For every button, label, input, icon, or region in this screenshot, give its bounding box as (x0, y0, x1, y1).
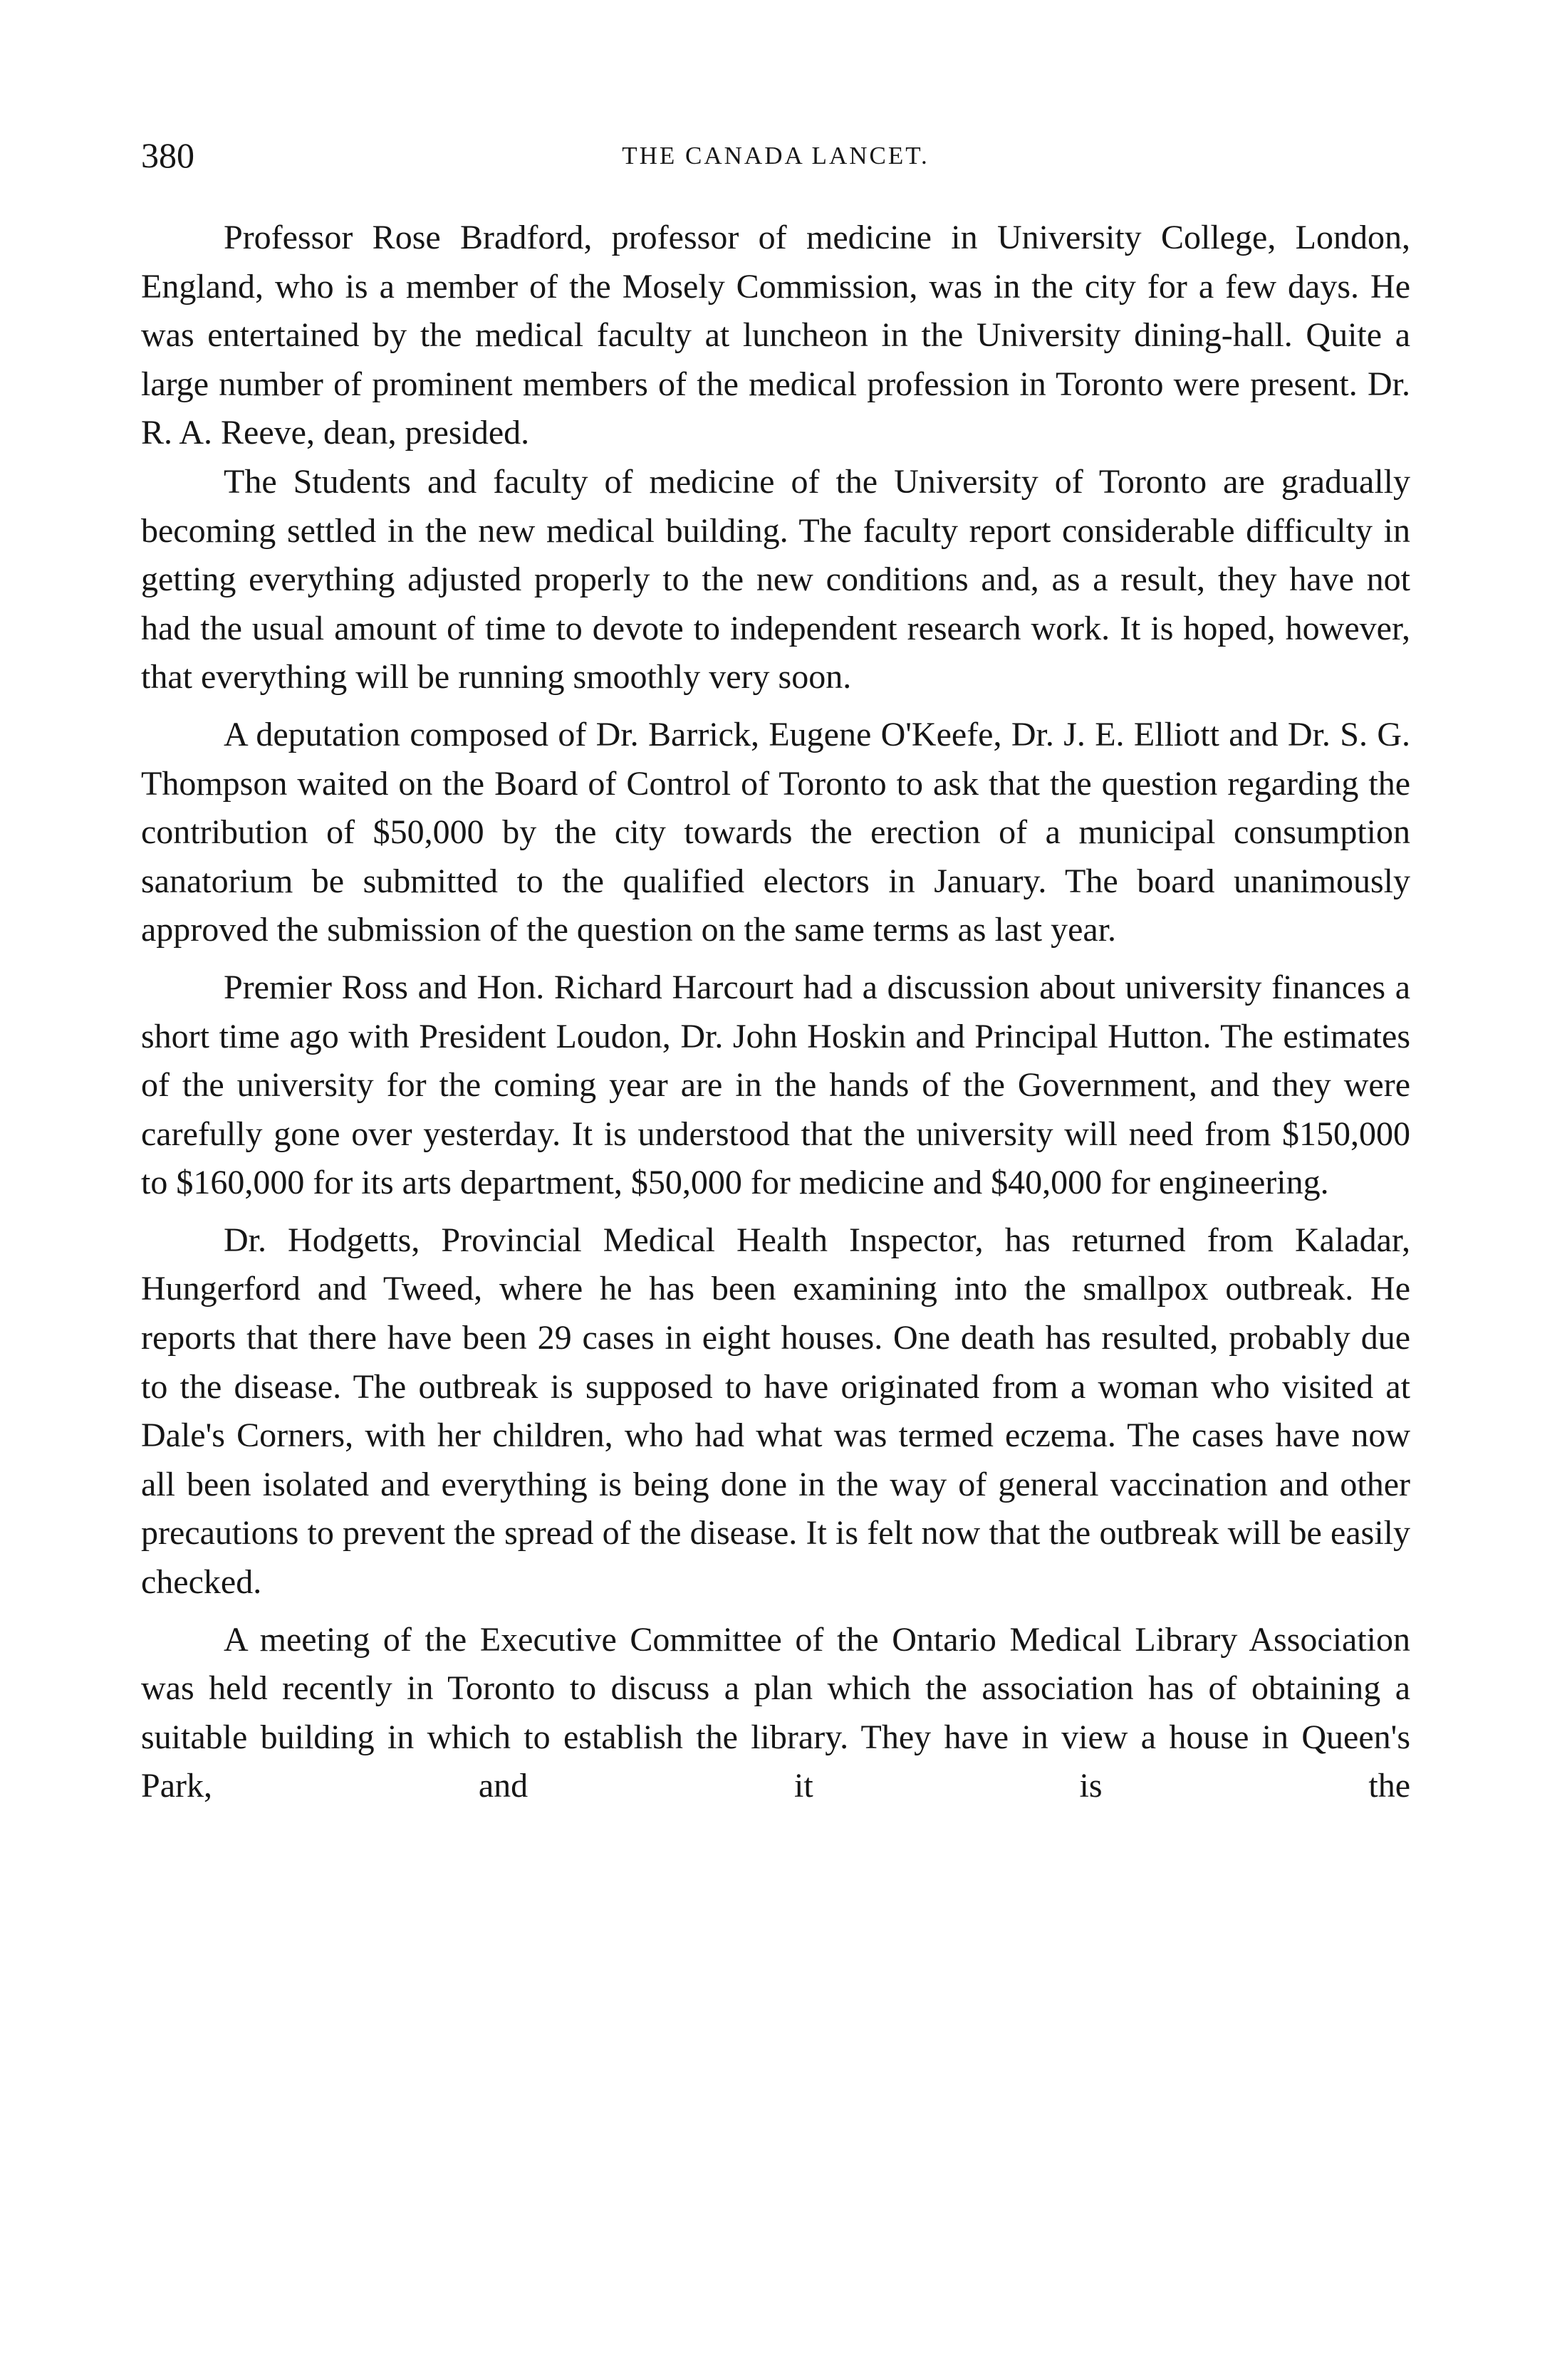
page-header (141, 134, 1410, 184)
page-number: 380 (141, 135, 194, 175)
running-head: THE CANADA LANCET. (622, 142, 930, 169)
paragraph-sanatorium-deputation: A deputation composed of Dr. Barrick, Eugene O'Keefe, Dr. J. E. Elliott and Dr. S. G. Thompson waited on the Board of Control of Toronto to ask that the question regarding the contribution of $50,000 by the city towards the erection of a municipal consumption sanatorium be submitted to the qualified electors in January. The board unanimously approved the submission of the question on the same terms as last year. (141, 715, 1410, 949)
paragraph-medical-library: A meeting of the Executive Committee of the Ontario Medical Library Association was held recently in Toronto to discuss a plan which the association has of obtaining a suitable building in which to establish the library. They have in view a house in Queen's Park, and it is the (141, 1620, 1410, 1805)
article-body (141, 214, 1410, 1811)
paragraph-smallpox-outbreak: Dr. Hodgetts, Provincial Medical Health Inspector, has returned from Kaladar, Hungerford and Tweed, where he has been examining into the smallpox outbreak. He reports that there have been 29 cases in eight houses. One death has resulted, probably due to the disease. The outbreak is supposed to have originated from a woman who visited at Dale's Corners, with her children, who had what was termed eczema. The cases have now all been isolated and everything is being done in the way of general vaccination and other precautions to prevent the spread of the disease. It is felt now that the outbreak will be easily checked. (141, 1221, 1410, 1602)
paragraph-medical-building: The Students and faculty of medicine of the University of Toronto are gradually becoming settled in the new medical building. The faculty report considerable difficulty in getting everything adjusted properly to the new conditions and, as a result, they have not had the usual amount of time to devote to independent research work. It is hoped, however, that everything will be running smoothly very soon. (141, 462, 1410, 696)
paragraph-bradford-visit: Professor Rose Bradford, professor of medicine in University College, London, England, who is a member of the Mosely Commission, was in the city for a few days. He was entertained by the medical faculty at luncheon in the University dining-hall. Quite a large number of prominent members of the medical profession in Toronto were present. Dr. R. A. Reeve, dean, presided. (141, 219, 1410, 452)
paragraph-university-finances: Premier Ross and Hon. Richard Harcourt had a discussion about university finances a short time ago with President Loudon, Dr. John Hoskin and Principal Hutton. The estimates of the university for the coming year are in the hands of the Government, and they were carefully gone over yesterday. It is understood that the university will need from $150,000 to $160,000 for its arts department, $50,000 for medicine and $40,000 for engineering. (141, 968, 1410, 1202)
